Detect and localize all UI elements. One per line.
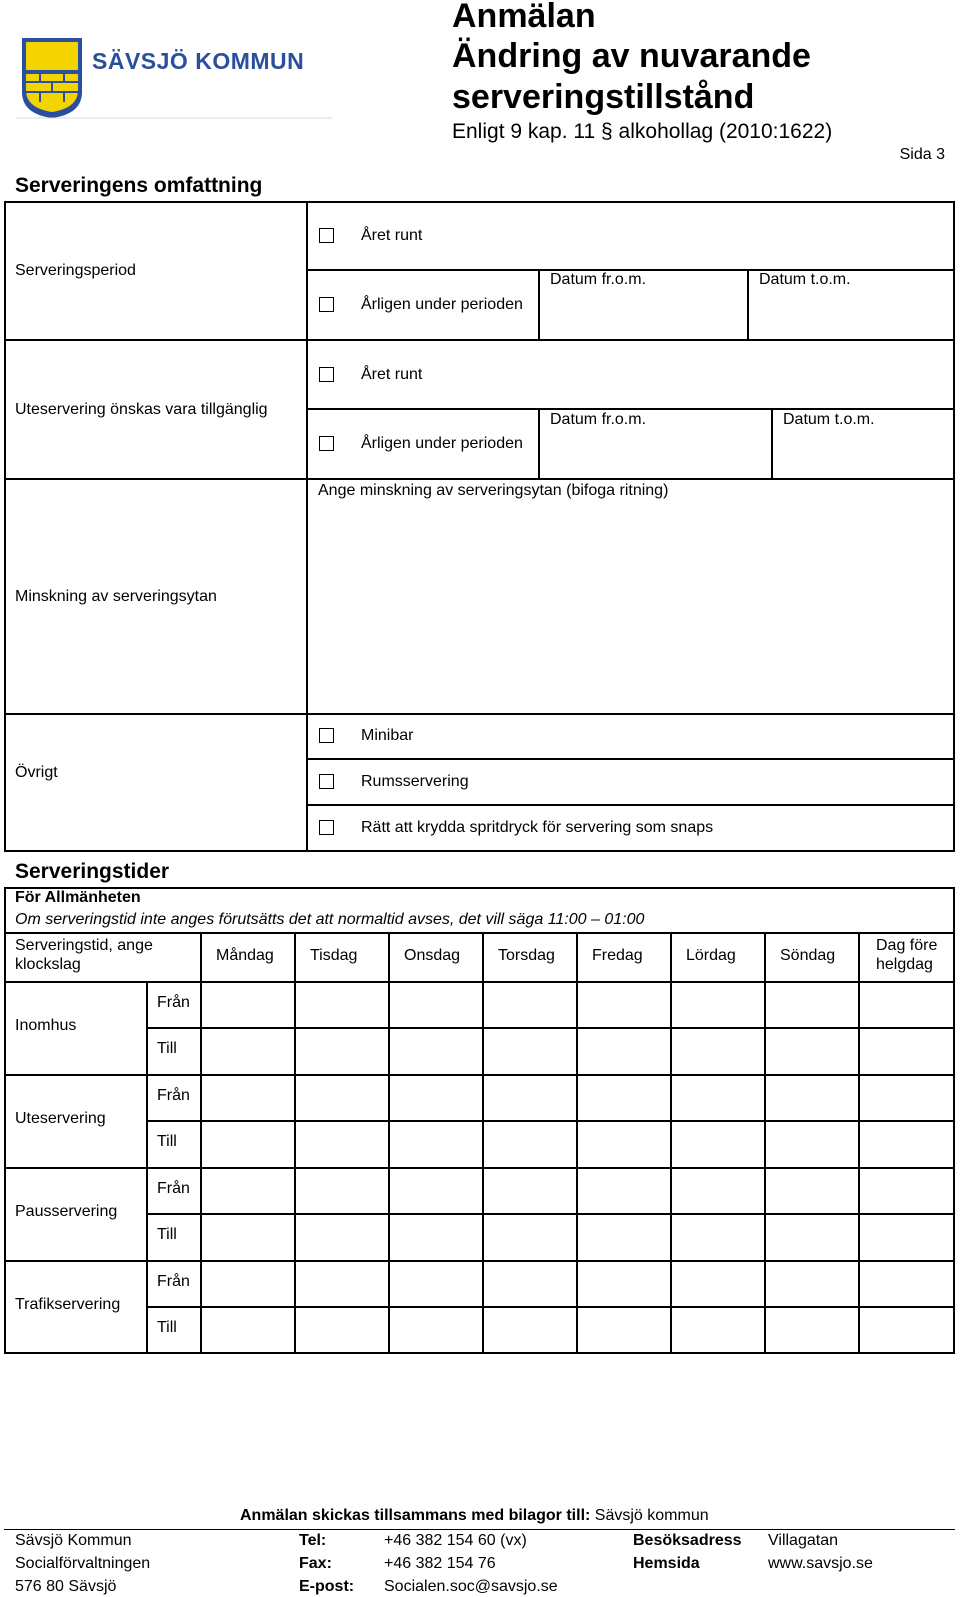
- footer-org-name: Sävsjö Kommun: [15, 1532, 132, 1549]
- page-number: Sida 3: [899, 146, 945, 163]
- corner-label-line-1: Serveringstid, ange: [15, 937, 153, 954]
- checkbox-period-annual[interactable]: [319, 297, 334, 312]
- time-cell-to[interactable]: [390, 1029, 482, 1073]
- time-cell-from[interactable]: [860, 1076, 955, 1120]
- time-cell-to[interactable]: [390, 1122, 482, 1166]
- day-header-måndag: Måndag: [216, 947, 274, 964]
- period-date-to-field[interactable]: Datum t.o.m.: [759, 271, 851, 288]
- time-cell-from[interactable]: [860, 983, 955, 1027]
- time-cell-from[interactable]: [766, 1262, 858, 1306]
- time-cell-to[interactable]: [484, 1122, 576, 1166]
- footer-email-link[interactable]: Socialen.soc@savsjo.se: [384, 1578, 558, 1595]
- time-cell-from[interactable]: [202, 1262, 294, 1306]
- row-label-inomhus: Inomhus: [15, 1017, 77, 1034]
- option-ute-annual: Årligen under perioden: [361, 435, 523, 452]
- footer-web-link[interactable]: www.savsjo.se: [768, 1555, 873, 1572]
- time-cell-to[interactable]: [860, 1029, 955, 1073]
- time-cell-from[interactable]: [578, 983, 670, 1027]
- option-period-annual: Årligen under perioden: [361, 296, 523, 313]
- checkbox-minibar[interactable]: [319, 728, 334, 743]
- footer-org-postal: 576 80 Sävsjö: [15, 1578, 117, 1595]
- time-cell-from[interactable]: [578, 1262, 670, 1306]
- time-cell-to[interactable]: [766, 1122, 858, 1166]
- time-cell-to[interactable]: [860, 1308, 955, 1352]
- footer-visit-label: Besöksadress: [633, 1532, 742, 1549]
- serveringsperiod-label: Serveringsperiod: [15, 262, 136, 279]
- day-header-tisdag: Tisdag: [310, 947, 358, 964]
- time-cell-from[interactable]: [390, 1169, 482, 1213]
- time-cell-to[interactable]: [202, 1029, 294, 1073]
- row-label-uteservering: Uteservering: [15, 1110, 106, 1127]
- ute-date-to-field[interactable]: Datum t.o.m.: [783, 411, 875, 428]
- send-recipient: Sävsjö kommun: [594, 1507, 709, 1524]
- logo-text: SÄVSJÖ KOMMUN: [92, 48, 305, 74]
- minskning-label: Minskning av serveringsytan: [15, 588, 217, 605]
- day-header-torsdag: Torsdag: [498, 947, 555, 964]
- time-cell-from[interactable]: [296, 983, 388, 1027]
- title-line-2: Ändring av nuvarande: [452, 37, 811, 75]
- time-cell-to[interactable]: [766, 1029, 858, 1073]
- footer-fax-value: +46 382 154 76: [384, 1555, 496, 1572]
- time-cell-from[interactable]: [202, 1169, 294, 1213]
- legal-reference: Enligt 9 kap. 11 § alkohollag (2010:1622): [452, 120, 833, 143]
- time-cell-to[interactable]: [672, 1215, 764, 1259]
- time-cell-from[interactable]: [578, 1076, 670, 1120]
- time-cell-to[interactable]: [766, 1308, 858, 1352]
- section-heading-serveringstider: Serveringstider: [15, 860, 170, 883]
- time-cell-to[interactable]: [202, 1122, 294, 1166]
- time-cell-to[interactable]: [672, 1029, 764, 1073]
- section-heading-omfattning: Serveringens omfattning: [15, 174, 263, 197]
- from-label: Från: [157, 1273, 190, 1290]
- send-prefix: Anmälan skickas tillsammans med bilagor till:: [240, 1507, 591, 1524]
- footer-tel-value: +46 382 154 60 (vx): [384, 1532, 527, 1549]
- row-label-pausservering: Pausservering: [15, 1203, 118, 1220]
- footer-visit-value: Villagatan: [768, 1532, 838, 1549]
- checkbox-ute-year-round[interactable]: [319, 367, 334, 382]
- day-header-fredag: Fredag: [592, 947, 643, 964]
- to-label: Till: [157, 1040, 177, 1057]
- time-cell-to[interactable]: [578, 1308, 670, 1352]
- to-label: Till: [157, 1319, 177, 1336]
- option-ute-year-round: Året runt: [361, 366, 423, 383]
- option-rumsservering: Rumsservering: [361, 773, 469, 790]
- subheading-allmanheten: För Allmänheten: [15, 889, 141, 906]
- minskning-textarea[interactable]: [310, 505, 950, 709]
- time-cell-from[interactable]: [296, 1076, 388, 1120]
- title-line-1: Anmälan: [452, 0, 596, 35]
- option-krydda-spritdryck: Rätt att krydda spritdryck för servering som snaps: [361, 819, 714, 836]
- time-cell-to[interactable]: [296, 1122, 388, 1166]
- time-cell-to[interactable]: [202, 1308, 294, 1352]
- time-cell-from[interactable]: [766, 1076, 858, 1120]
- day-header-söndag: Söndag: [780, 947, 836, 964]
- time-cell-to[interactable]: [390, 1308, 482, 1352]
- time-cell-from[interactable]: [484, 1076, 576, 1120]
- title-line-3: serveringstillstånd: [452, 78, 755, 116]
- time-cell-from[interactable]: [390, 1076, 482, 1120]
- logo: [16, 30, 332, 120]
- time-cell-from[interactable]: [484, 983, 576, 1027]
- to-label: Till: [157, 1133, 177, 1150]
- time-cell-from[interactable]: [578, 1169, 670, 1213]
- time-cell-from[interactable]: [860, 1169, 955, 1213]
- coat-of-arms-icon: [16, 30, 332, 120]
- time-cell-from[interactable]: [672, 1169, 764, 1213]
- checkbox-ute-annual[interactable]: [319, 436, 334, 451]
- day-header-holiday-eve-line-1: Dag före: [876, 937, 938, 954]
- from-label: Från: [157, 1087, 190, 1104]
- from-label: Från: [157, 1180, 190, 1197]
- time-cell-from[interactable]: [672, 1262, 764, 1306]
- time-cell-from[interactable]: [860, 1262, 955, 1306]
- time-cell-to[interactable]: [296, 1308, 388, 1352]
- checkbox-rumsservering[interactable]: [319, 774, 334, 789]
- time-cell-to[interactable]: [484, 1215, 576, 1259]
- day-header-lördag: Lördag: [686, 947, 736, 964]
- uteservering-label: Uteservering önskas vara tillgänglig: [15, 401, 268, 418]
- footer-fax-label: Fax:: [299, 1555, 332, 1572]
- time-cell-from[interactable]: [766, 1169, 858, 1213]
- ute-date-from-field[interactable]: Datum fr.o.m.: [550, 411, 647, 428]
- footer-org-department: Socialförvaltningen: [15, 1555, 151, 1572]
- minskning-instruction: Ange minskning av serveringsytan (bifoga ritning): [318, 482, 669, 499]
- time-cell-from[interactable]: [390, 983, 482, 1027]
- time-cell-from[interactable]: [766, 983, 858, 1027]
- time-cell-from[interactable]: [202, 983, 294, 1027]
- time-cell-from[interactable]: [202, 1076, 294, 1120]
- time-cell-to[interactable]: [860, 1122, 955, 1166]
- send-instructions: [240, 1507, 709, 1525]
- period-date-from-field[interactable]: Datum fr.o.m.: [550, 271, 647, 288]
- ovrigt-label: Övrigt: [15, 764, 58, 781]
- time-cell-to[interactable]: [860, 1215, 955, 1259]
- time-cell-from[interactable]: [484, 1169, 576, 1213]
- time-cell-to[interactable]: [202, 1215, 294, 1259]
- time-cell-from[interactable]: [484, 1262, 576, 1306]
- footer-web-label: Hemsida: [633, 1555, 700, 1572]
- checkbox-krydda-spritdryck[interactable]: [319, 820, 334, 835]
- normal-time-note: Om serveringstid inte anges förutsätts det att normaltid avses, det vill säga 11:00 – 01:00: [15, 911, 645, 928]
- footer-email-label: E-post:: [299, 1578, 355, 1595]
- time-cell-to[interactable]: [672, 1308, 764, 1352]
- day-header-onsdag: Onsdag: [404, 947, 461, 964]
- to-label: Till: [157, 1226, 177, 1243]
- time-cell-from[interactable]: [672, 983, 764, 1027]
- time-cell-from[interactable]: [296, 1169, 388, 1213]
- document-title: [452, 0, 952, 146]
- time-cell-to[interactable]: [296, 1029, 388, 1073]
- time-cell-from[interactable]: [296, 1262, 388, 1306]
- footer-tel-label: Tel:: [299, 1532, 327, 1549]
- time-cell-from[interactable]: [390, 1262, 482, 1306]
- option-period-year-round: Året runt: [361, 227, 423, 244]
- time-cell-to[interactable]: [296, 1215, 388, 1259]
- time-cell-to[interactable]: [578, 1029, 670, 1073]
- time-cell-to[interactable]: [578, 1215, 670, 1259]
- time-cell-from[interactable]: [672, 1076, 764, 1120]
- day-header-holiday-eve-line-2: helgdag: [876, 956, 933, 973]
- time-cell-to[interactable]: [766, 1215, 858, 1259]
- row-label-trafikservering: Trafikservering: [15, 1296, 121, 1313]
- time-cell-to[interactable]: [672, 1122, 764, 1166]
- time-cell-to[interactable]: [484, 1029, 576, 1073]
- from-label: Från: [157, 994, 190, 1011]
- checkbox-period-year-round[interactable]: [319, 228, 334, 243]
- time-cell-to[interactable]: [390, 1215, 482, 1259]
- time-cell-to[interactable]: [484, 1308, 576, 1352]
- time-cell-to[interactable]: [578, 1122, 670, 1166]
- corner-label-line-2: klockslag: [15, 956, 81, 973]
- option-minibar: Minibar: [361, 727, 414, 744]
